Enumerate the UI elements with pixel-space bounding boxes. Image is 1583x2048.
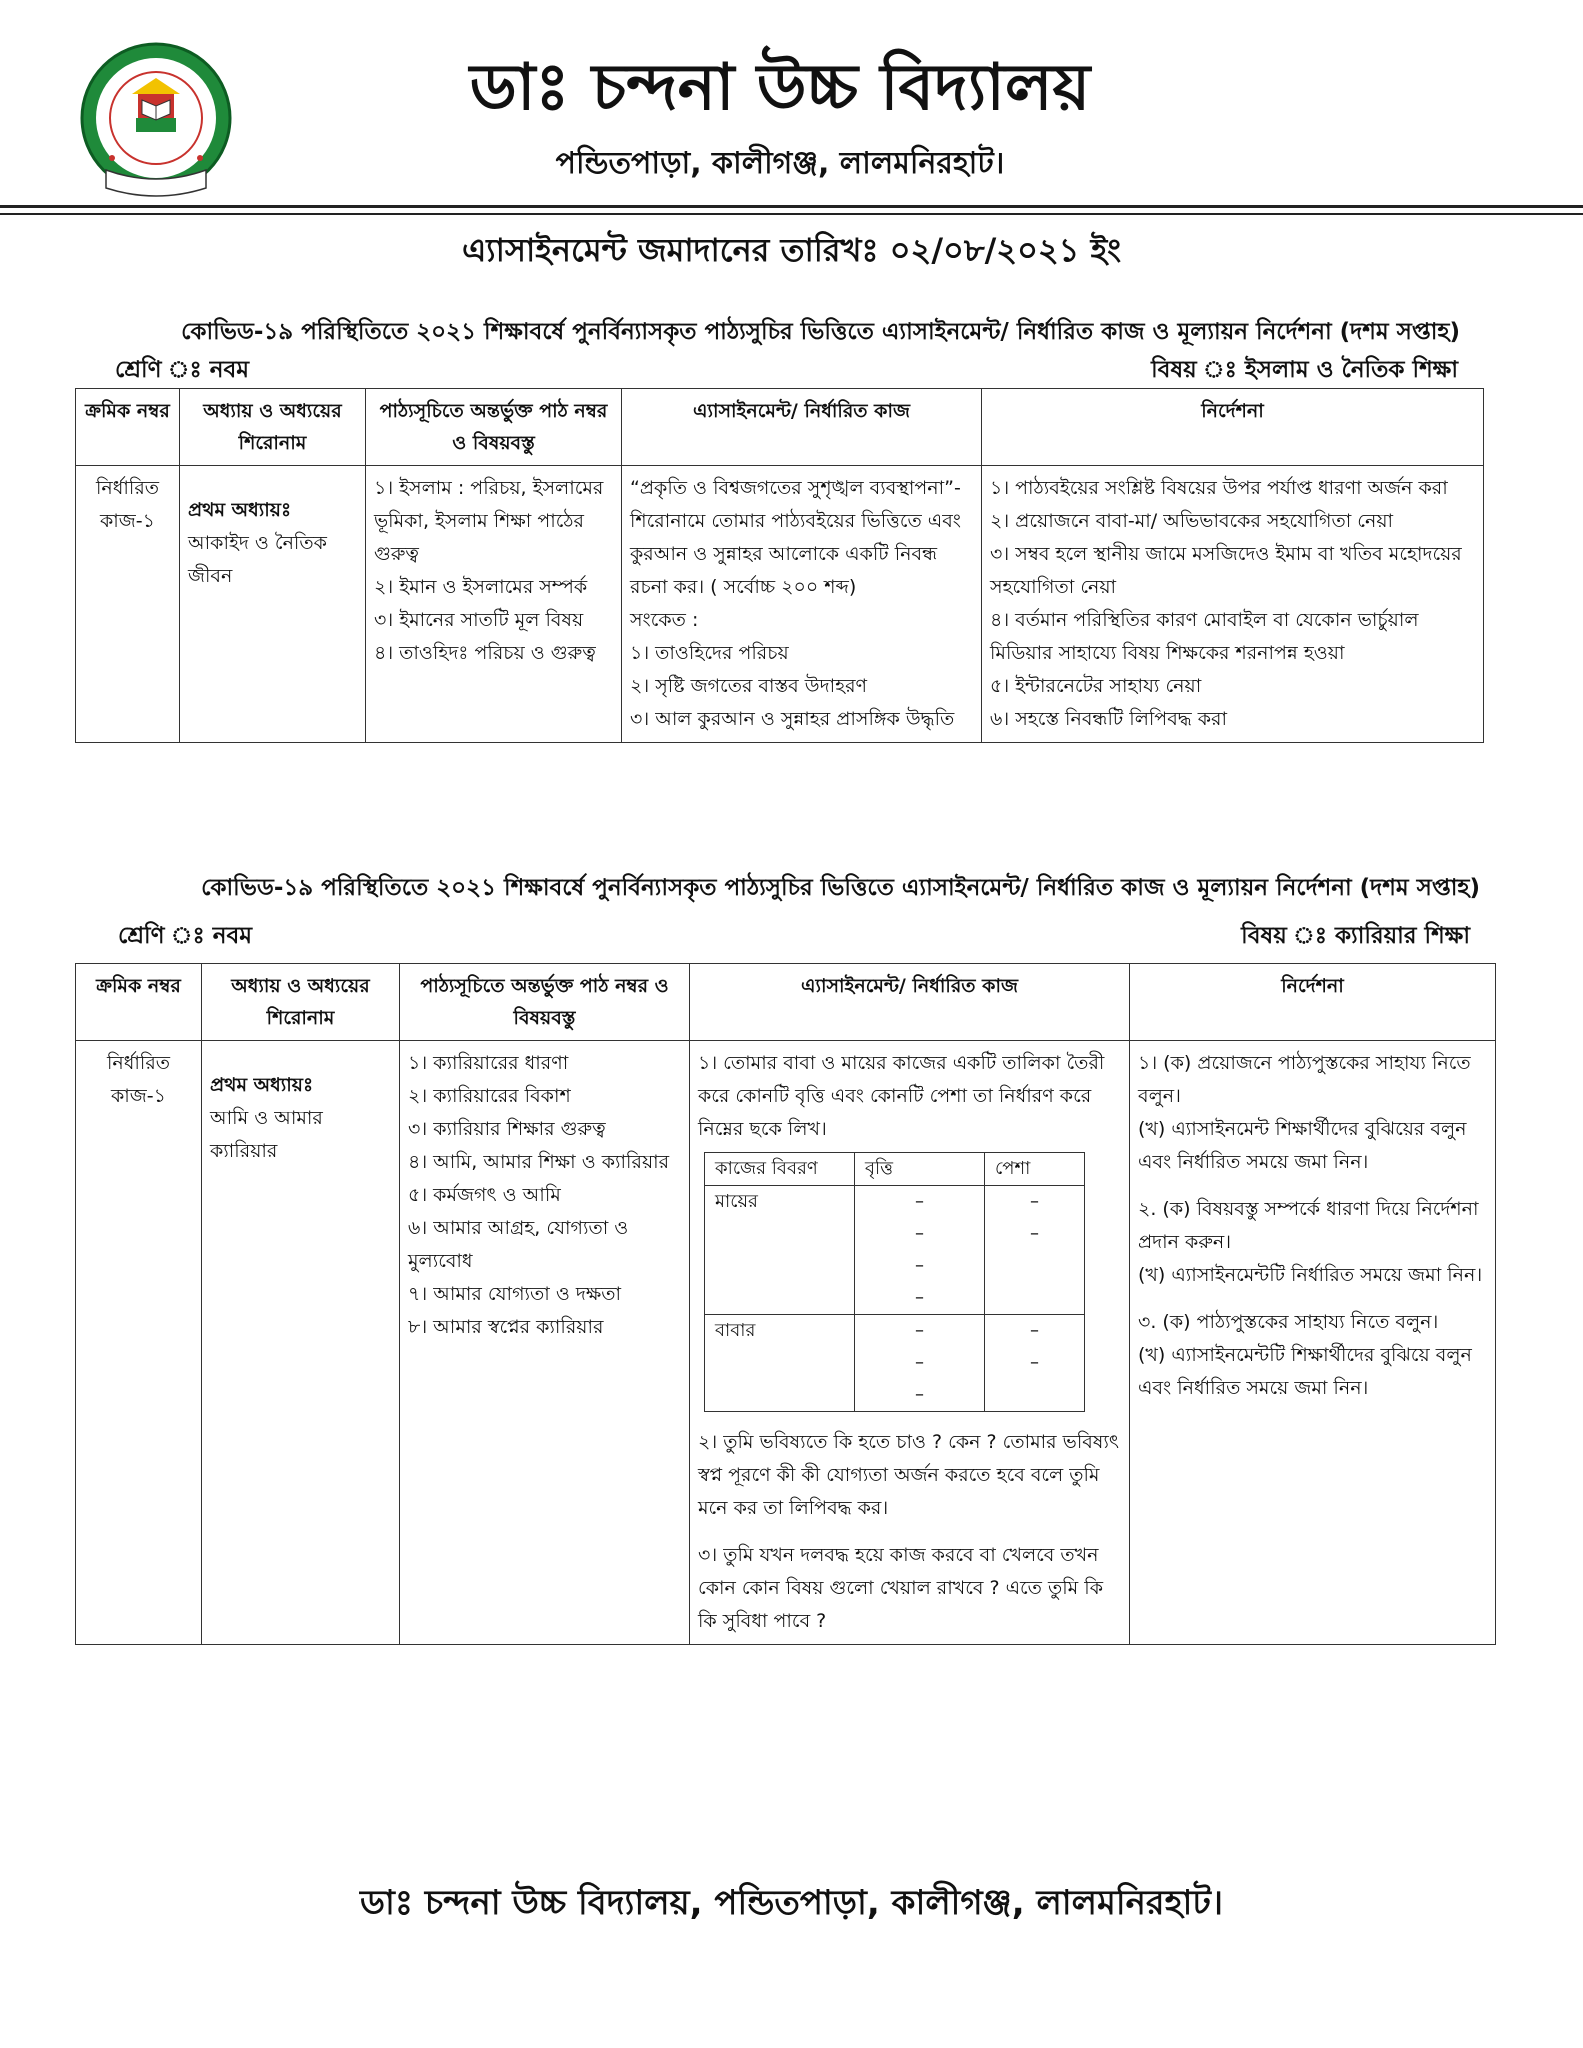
- section1-table: [75, 388, 1484, 743]
- section2-class: শ্রেণি ঃ নবম: [118, 923, 253, 949]
- header-rule-thin: [0, 213, 1583, 215]
- chapter-name: আমি ও আমার ক্যারিয়ার: [210, 1107, 323, 1162]
- chapter-title: প্রথম অধ্যায়ঃ: [210, 1074, 314, 1096]
- lesson-item: ৭। আমার যোগ্যতা ও দক্ষতা: [408, 1283, 621, 1305]
- assignment-question-3: ৩। তুমি যখন দলবদ্ধ হয়ে কাজ করবে বা খেলবে তখন কোন কোন বিষয় গুলো খেয়াল রাখবে ? এতে তুমি কি কি সুবিধা পাবে ?: [698, 1544, 1103, 1632]
- school-address: পন্ডিতপাড়া, কালীগঞ্জ, লালমনিরহাট।: [555, 146, 1005, 181]
- assignment-hint: ১। তাওহিদের পরিচয়: [630, 642, 789, 664]
- assignment-question-2: ২। তুমি ভবিষ্যতে কি হতে চাও ? কেন ? তোমার ভবিষ্যৎ স্বপ্ন পূরণে কী কী যোগ্যতা অর্জন করতে হবে বলে তুমি মনে কর তা লিপিবদ্ধ কর।: [698, 1431, 1119, 1519]
- footer-address: ডাঃ চন্দনা উচ্চ বিদ্যালয়, পন্ডিতপাড়া, কালীগঞ্জ, লালমনিরহাট।: [359, 1883, 1224, 1923]
- lesson-item: ৪। আমি, আমার শিক্ষা ও ক্যারিয়ার: [408, 1151, 670, 1173]
- instruction-item: ২। প্রয়োজনে বাবা-মা/ অভিভাবকের সহযোগিতা নেয়া: [990, 510, 1394, 532]
- lesson-item: ৪। তাওহিদঃ পরিচয় ও গুরুত্ব: [374, 642, 596, 664]
- lesson-item: ৮। আমার স্বপ্নের ক্যারিয়ার: [408, 1316, 604, 1338]
- instruction-item: (খ) এ্যাসাইনমেন্টটি নির্ধারিত সময়ে জমা নিন।: [1138, 1264, 1483, 1286]
- inner-row-father: [705, 1315, 1085, 1412]
- section1-class: শ্রেণি ঃ নবম: [115, 357, 250, 383]
- inner-header-description: কাজের বিবরণ: [705, 1153, 855, 1186]
- header-chapter: অধ্যায় ও অধ্যয়ের শিরোনাম: [202, 964, 400, 1041]
- instructions-cell: [1130, 1041, 1496, 1645]
- britti-cell: [855, 1186, 985, 1315]
- dash-entry: –: [915, 1384, 924, 1405]
- lesson-item: ৩। ইমানের সাতটি মূল বিষয়: [374, 609, 584, 631]
- instruction-item: ৩. (ক) পাঠ্যপুস্তকের সাহায্য নিতে বলুন।: [1138, 1311, 1439, 1333]
- dash-entry: –: [915, 1191, 924, 1212]
- lesson-item: ২। ক্যারিয়ারের বিকাশ: [408, 1085, 571, 1107]
- chapter-cell: [202, 1041, 400, 1645]
- chapter-cell: [180, 466, 366, 743]
- dash-entry: –: [915, 1255, 924, 1276]
- assignment-cell: [690, 1041, 1130, 1645]
- header-instructions: নির্দেশনা: [1130, 964, 1496, 1041]
- inner-label: মায়ের: [705, 1186, 855, 1315]
- instruction-item: ৫। ইন্টারনেটের সাহায্য নেয়া: [990, 675, 1202, 697]
- header-assignment: এ্যাসাইনমেন্ট/ নির্ধারিত কাজ: [622, 389, 982, 466]
- assignment-question-1: ১। তোমার বাবা ও মায়ের কাজের একটি তালিকা তৈরী করে কোনটি বৃত্তি এবং কোনটি পেশা তা নির্ধারণ করে নিম্নের ছকে লিখ।: [698, 1052, 1105, 1140]
- inner-label: বাবার: [705, 1315, 855, 1412]
- spacer: [698, 1525, 1121, 1539]
- school-name: ডাঃ চন্দনা উচ্চ বিদ্যালয়: [469, 51, 1091, 125]
- lesson-cell: [400, 1041, 690, 1645]
- header-instructions: নির্দেশনা: [982, 389, 1484, 466]
- chapter-title: প্রথম অধ্যায়ঃ: [188, 499, 292, 521]
- lesson-item: ২। ইমান ও ইসলামের সম্পর্ক: [374, 576, 588, 598]
- chapter-name: আকাইদ ও নৈতিক জীবন: [188, 532, 327, 587]
- header-rule-thick: [0, 205, 1583, 208]
- dash-entry: –: [1030, 1223, 1039, 1244]
- section2-title: কোভিড-১৯ পরিস্থিতিতে ২০২১ শিক্ষাবর্ষে পুনর্বিন্যাসকৃত পাঠ্যসুচির ভিত্তিতে এ্যাসাইনমেন্ট/ নির্ধারিত কাজ ও মূল্যায়ন নির্দেশনা (দশম সপ্তাহ): [201, 875, 1480, 901]
- serial-cell: নির্ধারিত কাজ-১: [76, 466, 180, 743]
- inner-header-pesha: পেশা: [985, 1153, 1085, 1186]
- spacer: [1138, 1179, 1487, 1193]
- britti-cell: [855, 1315, 985, 1412]
- spacer: [1138, 1292, 1487, 1306]
- inner-row-mother: [705, 1186, 1085, 1315]
- dash-entry: –: [1030, 1352, 1039, 1373]
- assignment-text: “প্রকৃতি ও বিশ্বজগতের সুশৃঙ্খল ব্যবস্থাপনা”- শিরোনামে তোমার পাঠ্যবইয়ের ভিত্তিতে এবং কুরআন ও সুন্নাহর আলোকে একটি নিবন্ধ রচনা কর। ( সর্বোচ্চ ২০০ শব্দ): [630, 477, 961, 598]
- pesha-cell: [985, 1315, 1085, 1412]
- section2-table: [75, 963, 1496, 1645]
- assignment-hint: ২। সৃষ্টি জগতের বাস্তব উদাহরণ: [630, 675, 868, 697]
- table-row: [76, 466, 1484, 743]
- header-serial: ক্রমিক নম্বর: [76, 389, 180, 466]
- header-lesson: পাঠ্যসূচিতে অন্তর্ভুক্ত পাঠ নম্বর ও বিষয়বস্তু: [366, 389, 622, 466]
- assignment-cell: [622, 466, 982, 743]
- instruction-item: ১। (ক) প্রয়োজনে পাঠ্যপুস্তকের সাহায্য নিতে বলুন।: [1138, 1052, 1471, 1107]
- assignment-hint: ৩। আল কুরআন ও সুন্নাহর প্রাসঙ্গিক উদ্ধৃতি: [630, 708, 955, 730]
- table-header-row: [76, 964, 1496, 1041]
- serial-cell: নির্ধারিত কাজ-১: [76, 1041, 202, 1645]
- submission-date: এ্যাসাইনমেন্ট জমাদানের তারিখঃ ০২/০৮/২০২১ ইং: [461, 231, 1122, 269]
- dash-entry: –: [915, 1287, 924, 1308]
- lesson-item: ১। ইসলাম : পরিচয়, ইসলামের ভূমিকা, ইসলাম শিক্ষা পাঠের গুরুত্ব: [374, 477, 604, 565]
- inner-header-britti: বৃত্তি: [855, 1153, 985, 1186]
- instruction-item: ৪। বর্তমান পরিস্থিতির কারণ মোবাইল বা যেকোন ভার্চুয়াল মিডিয়ার সাহায্যে বিষয় শিক্ষকের শরনাপন্ন হওয়া: [990, 609, 1419, 664]
- instruction-item: (খ) এ্যাসাইনমেন্টটি শিক্ষার্থীদের বুঝিয়ে বলুন এবং নির্ধারিত সময়ে জমা নিন।: [1138, 1344, 1472, 1399]
- lesson-item: ৩। ক্যারিয়ার শিক্ষার গুরুত্ব: [408, 1118, 606, 1140]
- instruction-item: ৬। সহস্তে নিবন্ধটি লিপিবদ্ধ করা: [990, 708, 1228, 730]
- header-lesson: পাঠ্যসূচিতে অন্তর্ভুক্ত পাঠ নম্বর ও বিষয়বস্তু: [400, 964, 690, 1041]
- lesson-item: ১। ক্যারিয়ারের ধারণা: [408, 1052, 569, 1074]
- dash-entry: –: [1030, 1320, 1039, 1341]
- table-row: [76, 1041, 1496, 1645]
- section1-subject: বিষয় ঃ ইসলাম ও নৈতিক শিক্ষা: [1151, 357, 1458, 383]
- lesson-cell: [366, 466, 622, 743]
- instruction-item: ১। পাঠ্যবইয়ের সংশ্লিষ্ট বিষয়ের উপর পর্যাপ্ত ধারণা অর্জন করা: [990, 477, 1448, 499]
- school-logo: [72, 38, 240, 206]
- header-assignment: এ্যাসাইনমেন্ট/ নির্ধারিত কাজ: [690, 964, 1130, 1041]
- section2-subject: বিষয় ঃ ক্যারিয়ার শিক্ষা: [1241, 923, 1470, 949]
- lesson-item: ৫। কর্মজগৎ ও আমি: [408, 1184, 561, 1206]
- instruction-item: ২. (ক) বিষয়বস্তু সম্পর্কে ধারণা দিয়ে নির্দেশনা প্রদান করুন।: [1138, 1198, 1479, 1253]
- assignment-hint-label: সংকেত :: [630, 609, 699, 631]
- inner-header-row: [705, 1153, 1085, 1186]
- instruction-item: (খ) এ্যাসাইনমেন্ট শিক্ষার্থীদের বুঝিয়ের বলুন এবং নির্ধারিত সময়ে জমা নিন।: [1138, 1118, 1467, 1173]
- instruction-item: ৩। সম্বব হলে স্থানীয় জামে মসজিদেও ইমাম বা খতিব মহোদয়ের সহযোগিতা নেয়া: [990, 543, 1462, 598]
- dash-entry: –: [915, 1352, 924, 1373]
- header-chapter: অধ্যায় ও অধ্যয়ের শিরোনাম: [180, 389, 366, 466]
- instructions-cell: [982, 466, 1484, 743]
- dash-entry: –: [1030, 1191, 1039, 1212]
- parents-work-table: [704, 1152, 1085, 1412]
- dash-entry: –: [915, 1320, 924, 1341]
- section1-title: কোভিড-১৯ পরিস্থিতিতে ২০২১ শিক্ষাবর্ষে পুনর্বিন্যাসকৃত পাঠ্যসুচির ভিত্তিতে এ্যাসাইনমেন্ট/ নির্ধারিত কাজ ও মূল্যায়ন নির্দেশনা (দশম সপ্তাহ): [181, 319, 1460, 345]
- table-header-row: [76, 389, 1484, 466]
- lesson-item: ৬। আমার আগ্রহ, যোগ্যতা ও মুল্যবোধ: [408, 1217, 629, 1272]
- header-serial: ক্রমিক নম্বর: [76, 964, 202, 1041]
- pesha-cell: [985, 1186, 1085, 1315]
- dash-entry: –: [915, 1223, 924, 1244]
